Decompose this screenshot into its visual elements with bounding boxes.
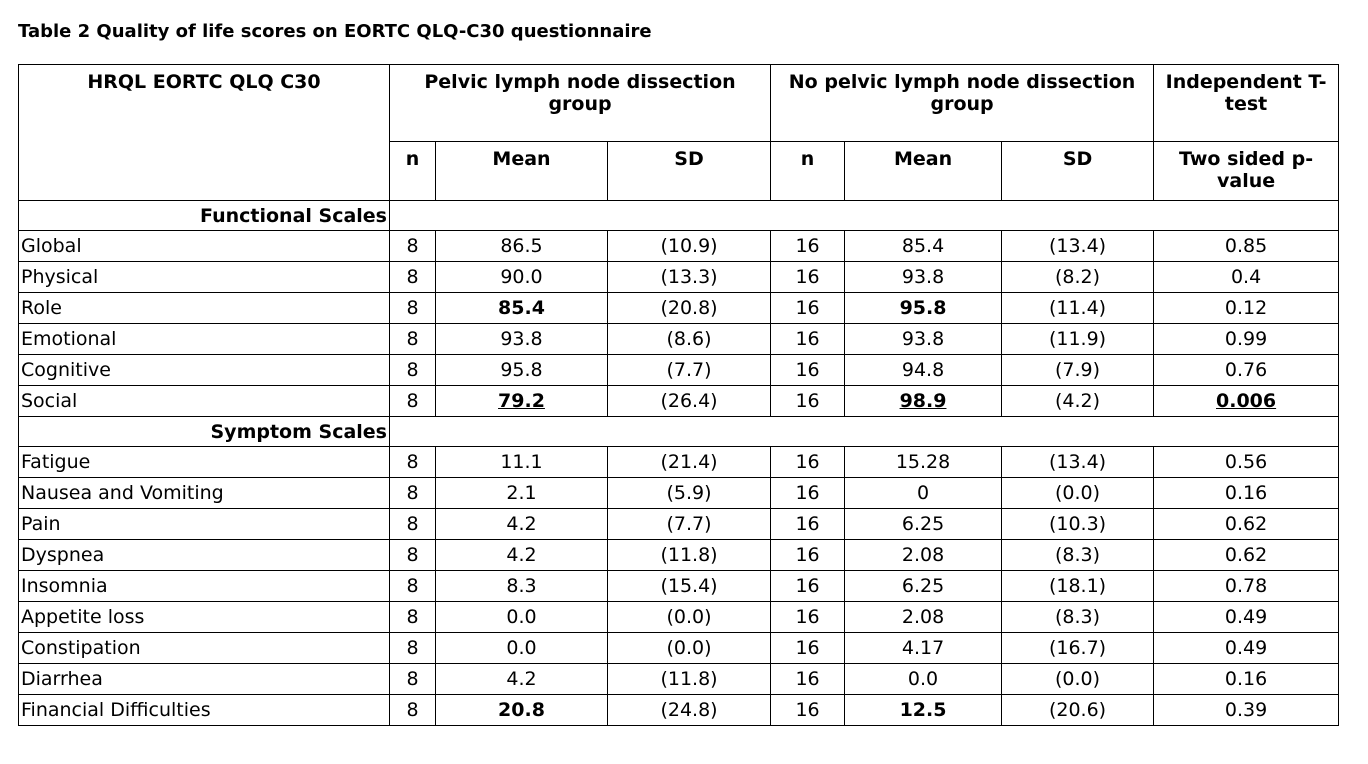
section-title: Functional Scales <box>19 201 390 231</box>
cell-n2: 16 <box>771 231 845 262</box>
cell-sd2: (11.4) <box>1002 293 1154 324</box>
table-row <box>19 231 1339 262</box>
cell-n1: 8 <box>390 571 436 602</box>
cell-mean1: 85.4 <box>436 293 608 324</box>
cell-sd2: (0.0) <box>1002 664 1154 695</box>
row-label: Diarrhea <box>19 664 390 695</box>
cell-n2: 16 <box>771 571 845 602</box>
cell-n2: 16 <box>771 386 845 417</box>
cell-n2: 16 <box>771 478 845 509</box>
cell-sd2: (11.9) <box>1002 324 1154 355</box>
header-group-no-pelvic: No pelvic lymph node dissection group <box>771 65 1154 142</box>
table-row <box>19 447 1339 478</box>
cell-n2: 16 <box>771 447 845 478</box>
cell-pvalue: 0.12 <box>1154 293 1339 324</box>
cell-n2: 16 <box>771 540 845 571</box>
row-label: Dyspnea <box>19 540 390 571</box>
cell-mean1: 4.2 <box>436 540 608 571</box>
table-row <box>19 509 1339 540</box>
cell-mean2: 2.08 <box>845 540 1002 571</box>
cell-n2: 16 <box>771 262 845 293</box>
cell-sd1: (20.8) <box>608 293 771 324</box>
cell-sd1: (5.9) <box>608 478 771 509</box>
row-label: Emotional <box>19 324 390 355</box>
cell-sd1: (26.4) <box>608 386 771 417</box>
table-row <box>19 355 1339 386</box>
cell-pvalue: 0.99 <box>1154 324 1339 355</box>
cell-mean1: 79.2 <box>436 386 608 417</box>
header-n-1: n <box>390 142 436 201</box>
cell-mean2: 93.8 <box>845 262 1002 293</box>
cell-n1: 8 <box>390 262 436 293</box>
row-label: Global <box>19 231 390 262</box>
cell-mean2: 15.28 <box>845 447 1002 478</box>
cell-n2: 16 <box>771 509 845 540</box>
table-row <box>19 633 1339 664</box>
cell-mean1: 0.0 <box>436 602 608 633</box>
cell-mean2: 12.5 <box>845 695 1002 726</box>
cell-sd2: (16.7) <box>1002 633 1154 664</box>
cell-sd2: (7.9) <box>1002 355 1154 386</box>
cell-mean2: 0.0 <box>845 664 1002 695</box>
cell-n2: 16 <box>771 324 845 355</box>
row-label: Cognitive <box>19 355 390 386</box>
row-label: Insomnia <box>19 571 390 602</box>
table-row <box>19 324 1339 355</box>
cell-sd1: (24.8) <box>608 695 771 726</box>
header-mean-2: Mean <box>845 142 1002 201</box>
cell-n1: 8 <box>390 602 436 633</box>
cell-mean2: 94.8 <box>845 355 1002 386</box>
cell-n1: 8 <box>390 695 436 726</box>
section-row-symptom <box>19 417 1339 447</box>
cell-sd1: (10.9) <box>608 231 771 262</box>
section-title: Symptom Scales <box>19 417 390 447</box>
cell-mean2: 0 <box>845 478 1002 509</box>
cell-sd1: (8.6) <box>608 324 771 355</box>
cell-pvalue: 0.49 <box>1154 602 1339 633</box>
cell-pvalue: 0.85 <box>1154 231 1339 262</box>
cell-pvalue: 0.62 <box>1154 540 1339 571</box>
cell-n1: 8 <box>390 509 436 540</box>
cell-pvalue: 0.006 <box>1154 386 1339 417</box>
section-row-functional <box>19 201 1339 231</box>
cell-mean1: 4.2 <box>436 509 608 540</box>
cell-sd2: (13.4) <box>1002 447 1154 478</box>
header-sd-2: SD <box>1002 142 1154 201</box>
cell-sd2: (20.6) <box>1002 695 1154 726</box>
cell-sd1: (15.4) <box>608 571 771 602</box>
table-row <box>19 262 1339 293</box>
cell-mean2: 6.25 <box>845 509 1002 540</box>
cell-sd1: (21.4) <box>608 447 771 478</box>
cell-pvalue: 0.56 <box>1154 447 1339 478</box>
cell-pvalue: 0.16 <box>1154 664 1339 695</box>
cell-sd1: (7.7) <box>608 509 771 540</box>
header-row-groups <box>19 65 1339 142</box>
table-row <box>19 664 1339 695</box>
cell-sd2: (8.3) <box>1002 602 1154 633</box>
cell-sd2: (8.3) <box>1002 540 1154 571</box>
cell-n1: 8 <box>390 231 436 262</box>
table-caption: Table 2 Quality of life scores on EORTC QLQ-C30 questionnaire <box>18 21 652 42</box>
header-group-pelvic: Pelvic lymph node dissection group <box>390 65 771 142</box>
cell-n1: 8 <box>390 633 436 664</box>
header-pvalue: Two sided p-value <box>1154 142 1339 201</box>
cell-pvalue: 0.16 <box>1154 478 1339 509</box>
cell-mean1: 11.1 <box>436 447 608 478</box>
cell-sd2: (10.3) <box>1002 509 1154 540</box>
cell-n2: 16 <box>771 633 845 664</box>
table-row <box>19 386 1339 417</box>
cell-pvalue: 0.76 <box>1154 355 1339 386</box>
cell-mean2: 6.25 <box>845 571 1002 602</box>
cell-n2: 16 <box>771 695 845 726</box>
row-label: Social <box>19 386 390 417</box>
row-label: Constipation <box>19 633 390 664</box>
cell-mean2: 93.8 <box>845 324 1002 355</box>
cell-n1: 8 <box>390 355 436 386</box>
cell-mean2: 85.4 <box>845 231 1002 262</box>
cell-pvalue: 0.39 <box>1154 695 1339 726</box>
table-row <box>19 540 1339 571</box>
cell-pvalue: 0.78 <box>1154 571 1339 602</box>
cell-sd1: (0.0) <box>608 602 771 633</box>
cell-n1: 8 <box>390 447 436 478</box>
cell-sd1: (0.0) <box>608 633 771 664</box>
row-label: Pain <box>19 509 390 540</box>
cell-pvalue: 0.62 <box>1154 509 1339 540</box>
cell-sd2: (4.2) <box>1002 386 1154 417</box>
cell-mean1: 90.0 <box>436 262 608 293</box>
cell-mean2: 95.8 <box>845 293 1002 324</box>
cell-mean1: 4.2 <box>436 664 608 695</box>
header-sd-1: SD <box>608 142 771 201</box>
cell-n2: 16 <box>771 355 845 386</box>
cell-n2: 16 <box>771 293 845 324</box>
row-label: Role <box>19 293 390 324</box>
cell-sd2: (8.2) <box>1002 262 1154 293</box>
cell-pvalue: 0.4 <box>1154 262 1339 293</box>
cell-n1: 8 <box>390 293 436 324</box>
cell-sd1: (7.7) <box>608 355 771 386</box>
cell-mean1: 0.0 <box>436 633 608 664</box>
cell-pvalue: 0.49 <box>1154 633 1339 664</box>
cell-mean2: 4.17 <box>845 633 1002 664</box>
cell-mean2: 98.9 <box>845 386 1002 417</box>
cell-n1: 8 <box>390 540 436 571</box>
cell-sd2: (13.4) <box>1002 231 1154 262</box>
cell-mean1: 86.5 <box>436 231 608 262</box>
table-row <box>19 571 1339 602</box>
cell-n1: 8 <box>390 386 436 417</box>
cell-sd1: (11.8) <box>608 664 771 695</box>
row-label: Nausea and Vomiting <box>19 478 390 509</box>
cell-sd1: (13.3) <box>608 262 771 293</box>
header-ttest: Independent T-test <box>1154 65 1339 142</box>
cell-mean1: 20.8 <box>436 695 608 726</box>
cell-n2: 16 <box>771 602 845 633</box>
cell-mean1: 2.1 <box>436 478 608 509</box>
header-hrql: HRQL EORTC QLQ C30 <box>19 65 390 201</box>
cell-n1: 8 <box>390 664 436 695</box>
quality-of-life-table <box>18 64 1339 726</box>
cell-n2: 16 <box>771 664 845 695</box>
header-mean-1: Mean <box>436 142 608 201</box>
cell-mean1: 93.8 <box>436 324 608 355</box>
cell-mean2: 2.08 <box>845 602 1002 633</box>
cell-n1: 8 <box>390 324 436 355</box>
row-label: Appetite loss <box>19 602 390 633</box>
table-row <box>19 695 1339 726</box>
header-n-2: n <box>771 142 845 201</box>
table-row <box>19 293 1339 324</box>
cell-sd2: (18.1) <box>1002 571 1154 602</box>
row-label: Financial Difficulties <box>19 695 390 726</box>
cell-mean1: 95.8 <box>436 355 608 386</box>
cell-sd2: (0.0) <box>1002 478 1154 509</box>
table-row <box>19 602 1339 633</box>
row-label: Fatigue <box>19 447 390 478</box>
cell-sd1: (11.8) <box>608 540 771 571</box>
row-label: Physical <box>19 262 390 293</box>
cell-mean1: 8.3 <box>436 571 608 602</box>
cell-n1: 8 <box>390 478 436 509</box>
table-row <box>19 478 1339 509</box>
